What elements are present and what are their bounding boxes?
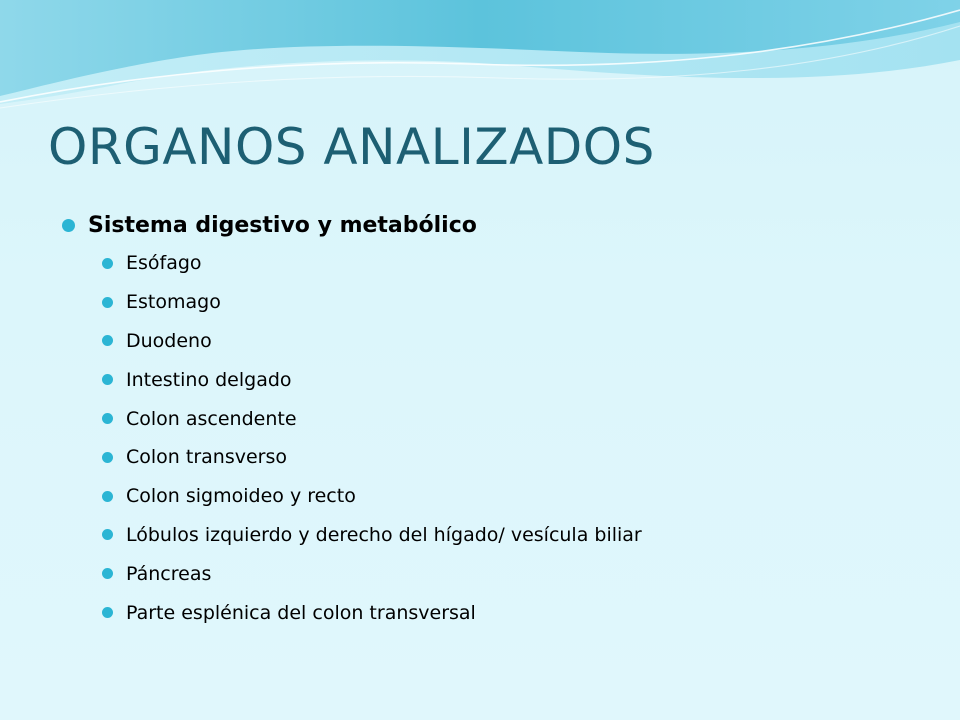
section-heading: Sistema digestivo y metabólico: [88, 212, 477, 238]
bullet-icon: [102, 258, 113, 269]
list-item-label: Páncreas: [126, 562, 212, 585]
list-item: [102, 244, 942, 283]
list-item: [102, 360, 942, 399]
list-item-label: Colon transverso: [126, 446, 287, 469]
list-item-label: Colon ascendente: [126, 407, 297, 430]
bullet-icon: [102, 413, 113, 424]
bullet-icon: [102, 491, 113, 502]
list-item: [102, 283, 942, 322]
slide-content: [62, 206, 942, 632]
list-item-label: Estomago: [126, 291, 221, 314]
list-item-label: Intestino delgado: [126, 368, 292, 391]
bullet-icon: [102, 297, 113, 308]
list-item-label: Lóbulos izquierdo y derecho del hígado/ vesícula biliar: [126, 523, 642, 546]
bullet-icon: [102, 607, 113, 618]
list-item-label: Parte esplénica del colon transversal: [126, 601, 476, 624]
list-item: [102, 554, 942, 593]
list-item: [102, 322, 942, 361]
list-item-label: Colon sigmoideo y recto: [126, 485, 356, 508]
bullet-icon: [102, 529, 113, 540]
organ-list: [62, 244, 942, 632]
bullet-icon: [102, 568, 113, 579]
list-item-label: Duodeno: [126, 329, 212, 352]
list-item: [102, 477, 942, 516]
list-item: [102, 438, 942, 477]
list-item-label: Esófago: [126, 252, 202, 275]
list-item: [102, 516, 942, 555]
list-item: [102, 593, 942, 632]
bullet-icon: [102, 374, 113, 385]
bullet-icon: [62, 219, 75, 232]
bullet-icon: [102, 452, 113, 463]
slide-title: ORGANOS ANALIZADOS: [48, 118, 655, 176]
bullet-icon: [102, 335, 113, 346]
section-heading-row: [62, 206, 942, 244]
list-item: [102, 399, 942, 438]
